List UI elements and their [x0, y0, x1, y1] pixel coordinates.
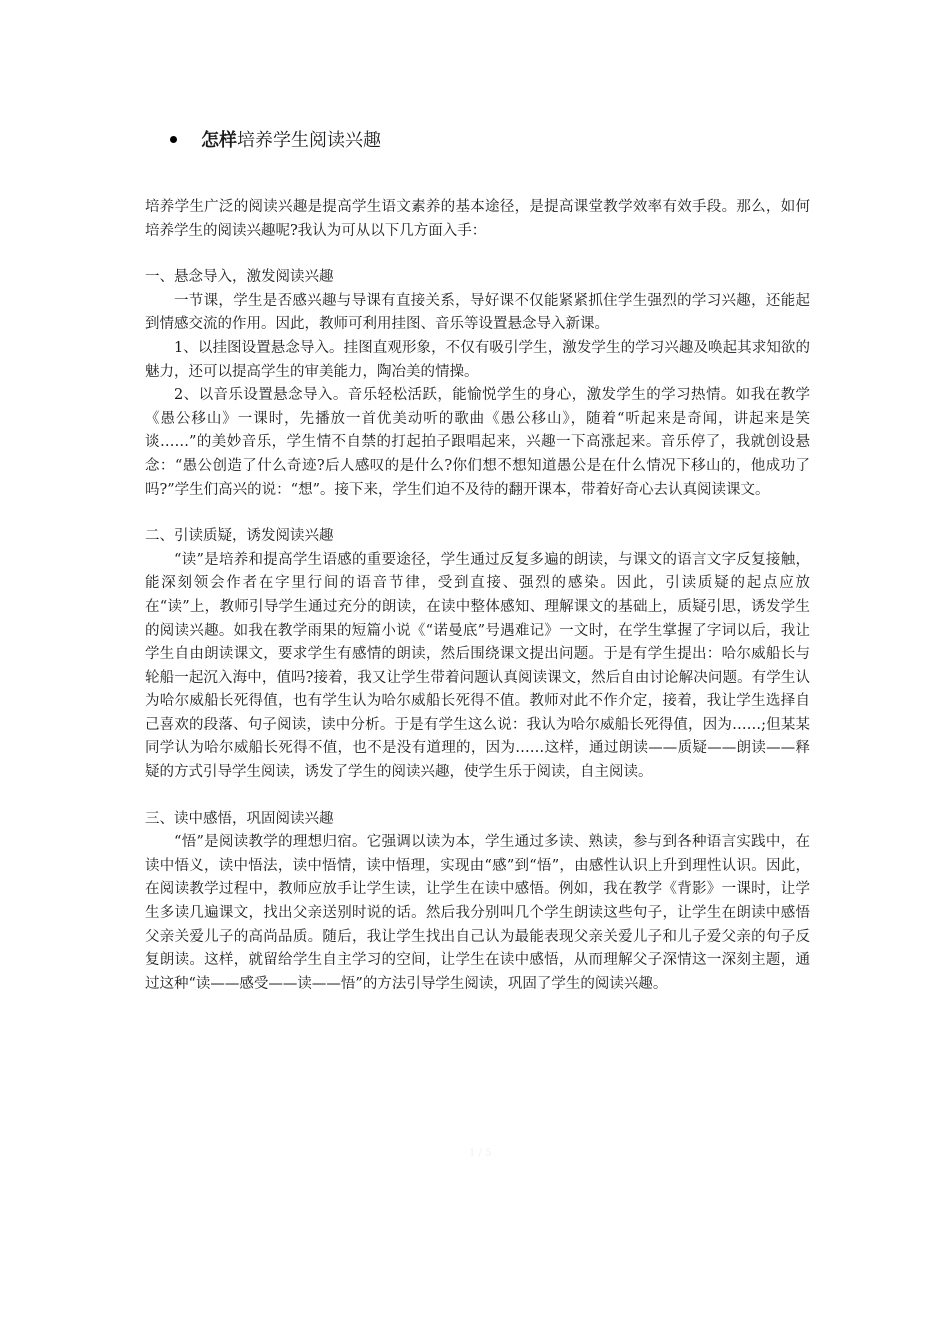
intro-paragraph: 培养学生广泛的阅读兴趣是提高学生语文素养的基本途径，是提高课堂教学效率有效手段。那么，如何培养学生的阅读兴趣呢?我认为可从以下几方面入手： [145, 199, 810, 239]
document-body [145, 196, 810, 996]
section-3-heading: 三、读中感悟，巩固阅读兴趣 [145, 810, 334, 827]
section-1-paragraph-3: 2、以音乐设置悬念导入。音乐轻松活跃，能愉悦学生的身心，激发学生的学习热情。如我在教学《愚公移山》一课时，先播放一首优美动听的歌曲《愚公移山》，随着“听起来是奇闻，讲起来是笑谈……”的美妙音乐，学生情不自禁的打起拍子跟唱起来，兴趣一下高涨起来。音乐停了，我就创设悬念：“愚公创造了什么奇迹?后人感叹的是什么?你们想不想知道愚公是在什么情况下移山的，他成功了吗?”学生们高兴的说：“想”。接下来，学生们迫不及待的翻开课本，带着好奇心去认真阅读课文。 [145, 387, 810, 498]
section-1-paragraph-1: 一节课，学生是否感兴趣与导课有直接关系，导好课不仅能紧紧抓住学生强烈的学习兴趣，还能起到情感交流的作用。因此，教师可利用挂图、音乐等设置悬念导入新课。 [145, 292, 810, 333]
bullet-icon [170, 136, 177, 143]
section-1-heading: 一、悬念导入，激发阅读兴趣 [145, 269, 334, 286]
title-rest: 培养学生阅读兴趣 [237, 130, 381, 151]
section-1-paragraph-2: 1、以挂图设置悬念导入。挂图直观形象，不仅有吸引学生，激发学生的学习兴趣及唤起其求知欲的魅力，还可以提高学生的审美能力，陶冶美的情操。 [145, 339, 810, 380]
section-2-heading: 二、引读质疑，诱发阅读兴趣 [145, 528, 334, 545]
title-bold-part: 怎样 [201, 130, 237, 151]
paragraph-gap [145, 785, 810, 808]
paragraph-gap [145, 243, 810, 266]
paragraph-gap [145, 502, 810, 525]
section-3-paragraph-1: “悟”是阅读教学的理想归宿。它强调以读为本，学生通过多读、熟读，参与到各种语言实践中，在读中悟义，读中悟法，读中悟情，读中悟理，实现由“感”到“悟”，由感性认识上升到理性认识。因此，在阅读教学过程中，教师应放手让学生读，让学生在读中感悟。例如，我在教学《背影》一课时，让学生多读几遍课文，找出父亲送别时说的话。然后我分别叫几个学生朗读这些句子，让学生在朗读中感悟父亲关爱儿子的高尚品质。随后，我让学生找出自己认为最能表现父亲关爱儿子和儿子爱父亲的句子反复朗读。这样，就留给学生自主学习的空间，让学生在读中感悟，从而理解父子深情这一深刻主题，通过这种“读——感受——读——悟”的方法引导学生阅读，巩固了学生的阅读兴趣。 [145, 834, 810, 992]
document-title [170, 124, 381, 154]
section-2-paragraph-1: “读”是培养和提高学生语感的重要途径，学生通过反复多遍的朗读，与课文的语言文字反复接触，能深刻领会作者在字里行间的语音节律，受到直接、强烈的感染。因此，引读质疑的起点应放在“读”上，教师引导学生通过充分的朗读，在读中整体感知、理解课文的基础上，质疑引思，诱发学生的阅读兴趣。如我在教学雨果的短篇小说《“诺曼底”号遇难记》一文时，在学生掌握了字词以后，我让学生自由朗读课文，要求学生有感情的朗读，然后围绕课文提出问题。于是有学生提出：哈尔威船长与轮船一起沉入海中，值吗?接着，我又让学生带着问题认真阅读课文，然后自由讨论解决问题。有学生认为哈尔威船长死得值，也有学生认为哈尔威船长死得不值。教师对此不作介定，接着，我让学生选择自己喜欢的段落、句子阅读，读中分析。于是有学生这么说：我认为哈尔威船长死得值，因为……;但某某同学认为哈尔威船长死得不值，也不是没有道理的，因为……这样，通过朗读——质疑——朗读——释疑的方式引导学生阅读，诱发了学生的阅读兴趣，使学生乐于阅读，自主阅读。 [145, 551, 810, 781]
page-number-mark: 1 / 5 [469, 1148, 492, 1159]
